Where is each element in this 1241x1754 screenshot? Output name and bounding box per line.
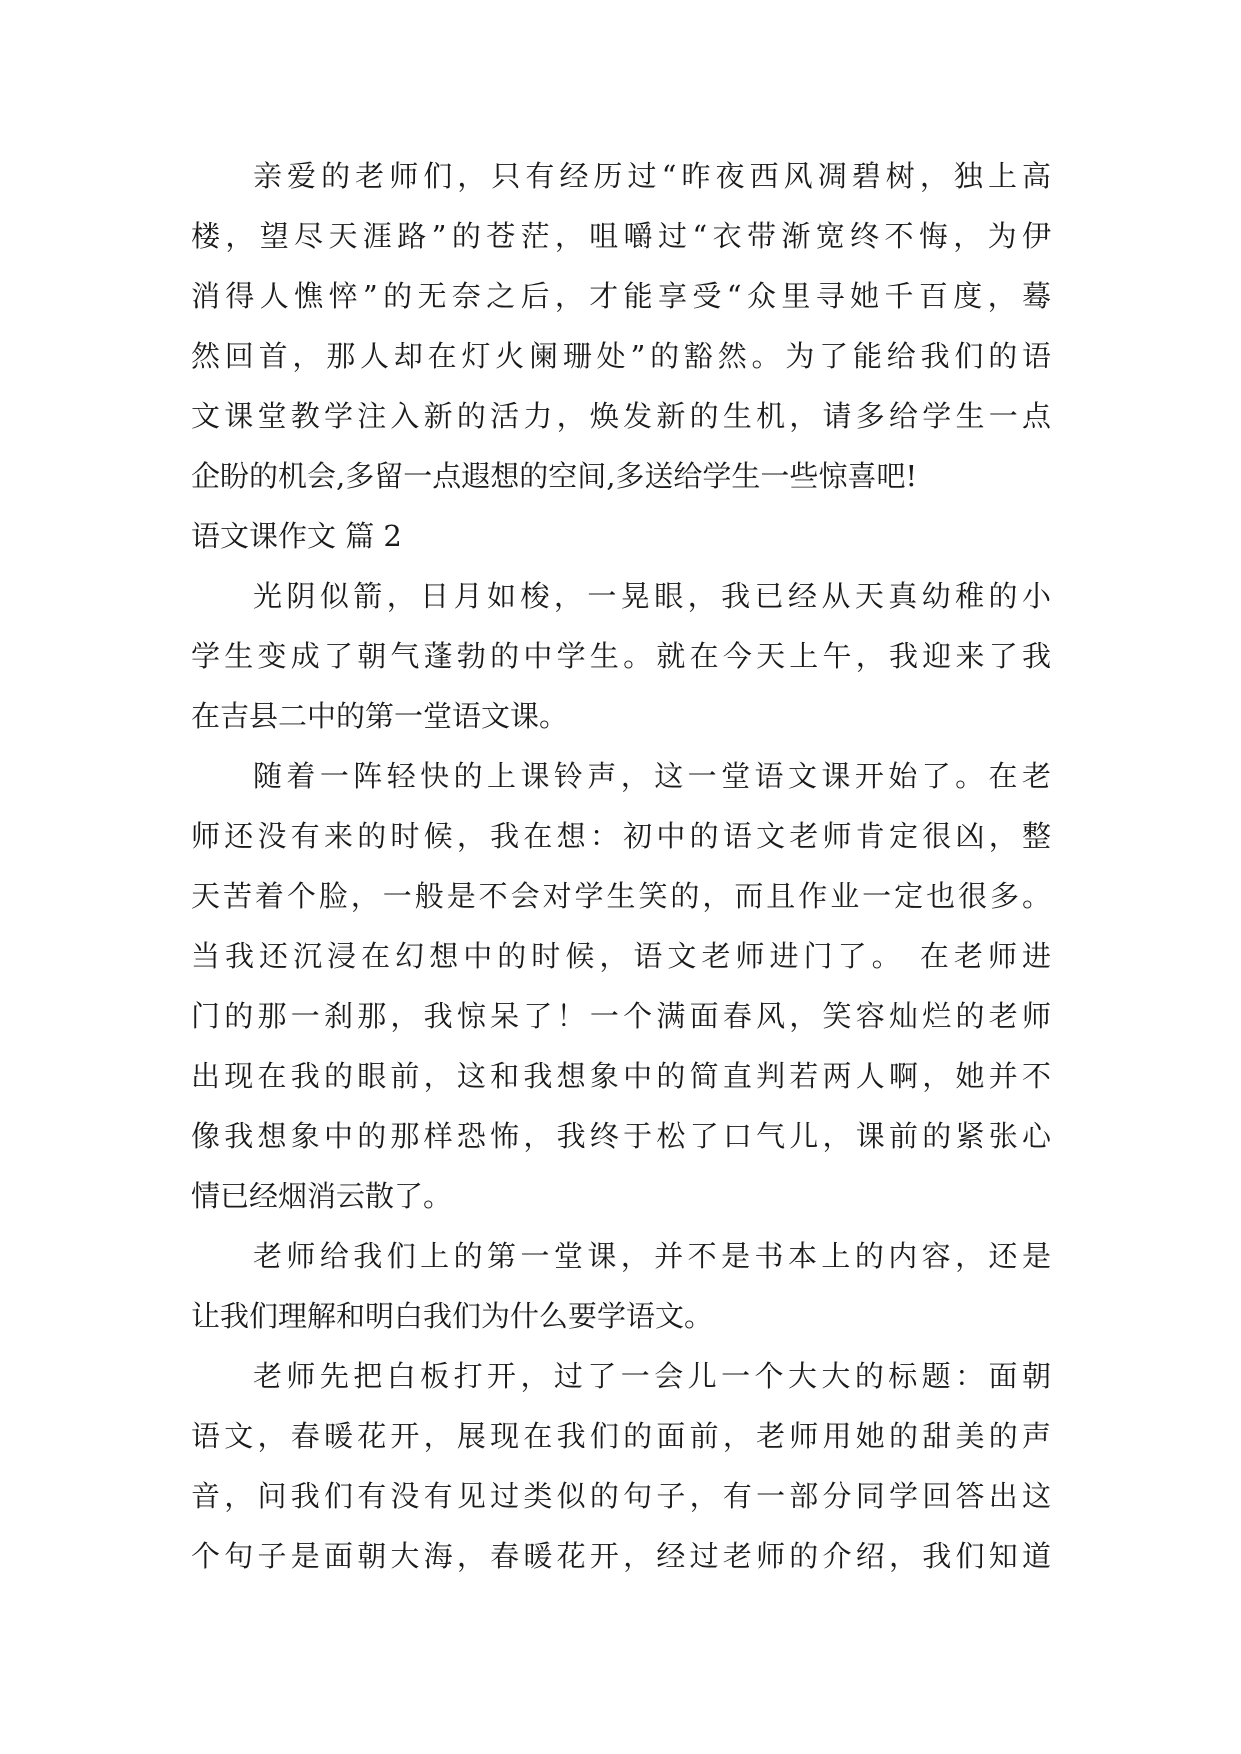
text-line: 消得人憔悴”的无奈之后，才能享受“众里寻她千百度，蓦 — [191, 279, 1051, 313]
text-line: 语文，春暖花开，展现在我们的面前，老师用她的甜美的声 — [191, 1419, 1051, 1453]
paragraph — [191, 746, 1051, 1226]
text-line: 让我们理解和明白我们为什么要学语文。 — [191, 1299, 714, 1333]
text-line: 学生变成了朝气蓬勃的中学生。就在今天上午，我迎来了我 — [191, 639, 1051, 673]
text-line: 个句子是面朝大海，春暖花开，经过老师的介绍，我们知道 — [191, 1539, 1051, 1573]
paragraph — [191, 566, 1051, 746]
text-line: 老师先把白板打开，过了一会儿一个大大的标题：面朝 — [253, 1359, 1051, 1393]
section-heading: 语文课作文 篇 2 — [191, 519, 402, 553]
text-line: 师还没有来的时候，我在想：初中的语文老师肯定很凶，整 — [191, 819, 1051, 853]
paragraph — [191, 1226, 1051, 1346]
document-body — [191, 146, 1051, 1586]
text-line: 天苦着个脸，一般是不会对学生笑的，而且作业一定也很多。 — [191, 879, 1051, 913]
text-line: 音，问我们有没有见过类似的句子，有一部分同学回答出这 — [191, 1479, 1051, 1513]
text-line: 当我还沉浸在幻想中的时候，语文老师进门了。 在老师进 — [191, 939, 1051, 973]
text-line: 楼，望尽天涯路”的苍茫，咀嚼过“衣带渐宽终不悔，为伊 — [191, 219, 1051, 253]
text-line: 老师给我们上的第一堂课，并不是书本上的内容，还是 — [253, 1239, 1051, 1273]
text-line: 在吉县二中的第一堂语文课。 — [191, 699, 569, 733]
text-line: 亲爱的老师们，只有经历过“昨夜西风凋碧树，独上高 — [253, 159, 1051, 193]
text-line: 出现在我的眼前，这和我想象中的简直判若两人啊，她并不 — [191, 1059, 1051, 1093]
text-line: 文课堂教学注入新的活力，焕发新的生机，请多给学生一点 — [191, 399, 1051, 433]
text-line: 门的那一刹那，我惊呆了！一个满面春风，笑容灿烂的老师 — [191, 999, 1051, 1033]
paragraph — [191, 1346, 1051, 1586]
text-line: 随着一阵轻快的上课铃声，这一堂语文课开始了。在老 — [253, 759, 1051, 793]
text-line: 然回首，那人却在灯火阑珊处”的豁然。为了能给我们的语 — [191, 339, 1051, 373]
text-line: 情已经烟消云散了。 — [191, 1179, 453, 1213]
text-line: 企盼的机会,多留一点遐想的空间,多送给学生一些惊喜吧! — [191, 459, 918, 493]
text-line: 像我想象中的那样恐怖，我终于松了口气儿，课前的紧张心 — [191, 1119, 1051, 1153]
text-line: 光阴似箭，日月如梭，一晃眼，我已经从天真幼稚的小 — [253, 579, 1051, 613]
paragraph — [191, 146, 1051, 506]
